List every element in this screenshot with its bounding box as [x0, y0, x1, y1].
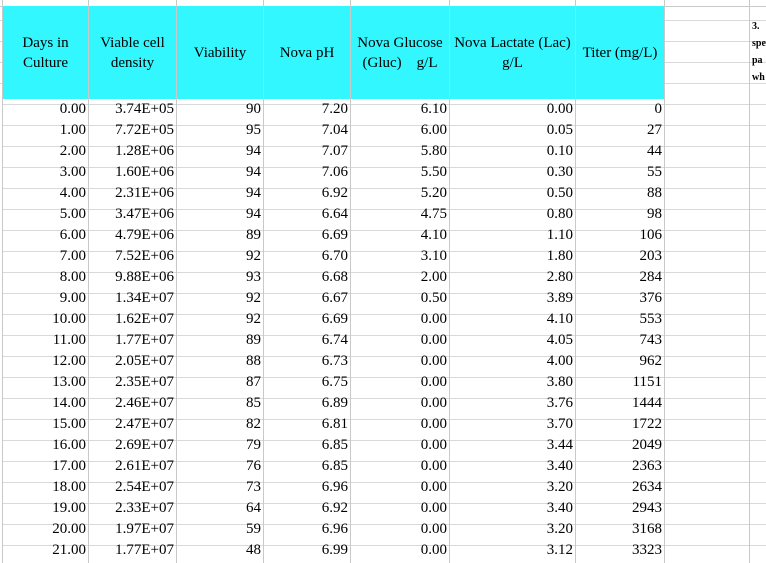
header-text: Viable cell [100, 34, 165, 51]
cell-titer[interactable]: 2943 [632, 500, 662, 516]
cell-nova-ph[interactable]: 6.69 [321, 311, 348, 327]
cell-viability[interactable]: 89 [246, 332, 261, 348]
header-days-in-culture [3, 6, 89, 99]
header-text: density [110, 54, 155, 71]
cell-viable-cell-density[interactable]: 2.69E+07 [115, 437, 174, 453]
cell-viability[interactable]: 94 [246, 185, 261, 201]
cell-viability[interactable]: 92 [246, 248, 261, 264]
table-row [0, 267, 766, 288]
cell-titer[interactable]: 27 [647, 122, 662, 138]
cell-nova-glucose[interactable]: 5.80 [420, 143, 447, 159]
cell-viable-cell-density[interactable]: 1.34E+07 [115, 290, 174, 306]
cell-nova-glucose[interactable]: 0.00 [420, 353, 447, 369]
cell-nova-glucose[interactable]: 0.50 [420, 290, 447, 306]
cell-viability[interactable]: 89 [246, 227, 261, 243]
cell-titer[interactable]: 743 [639, 332, 662, 348]
cell-nova-glucose[interactable]: 0.00 [420, 521, 447, 537]
table-row [0, 288, 766, 309]
header-nova-lactate [450, 6, 576, 99]
cell-titer[interactable]: 1444 [632, 395, 662, 411]
cell-nova-glucose[interactable]: 0.00 [420, 458, 447, 474]
cell-nova-lactate[interactable]: 0.10 [546, 143, 573, 159]
header-viable-cell-density [89, 6, 177, 99]
cell-viability[interactable]: 95 [246, 122, 261, 138]
header-nova-ph [264, 6, 351, 99]
cell-nova-ph[interactable]: 6.92 [321, 500, 348, 516]
cell-viable-cell-density[interactable]: 3.47E+06 [115, 206, 174, 222]
cell-titer[interactable]: 55 [647, 164, 662, 180]
cell-viability[interactable]: 94 [246, 164, 261, 180]
cell-viable-cell-density[interactable]: 2.35E+07 [115, 374, 174, 390]
cell-viability[interactable]: 76 [246, 458, 261, 474]
table-row [0, 246, 766, 267]
cell-viability[interactable]: 90 [246, 101, 261, 117]
cell-nova-lactate[interactable]: 3.76 [546, 395, 573, 411]
header-text: Nova Glucose [357, 34, 443, 51]
cell-days-in-culture[interactable]: 2.00 [59, 143, 86, 159]
cell-days-in-culture[interactable]: 18.00 [52, 479, 86, 495]
cell-nova-glucose[interactable]: 0.00 [420, 416, 447, 432]
cell-viable-cell-density[interactable]: 2.05E+07 [115, 353, 174, 369]
table-row [0, 456, 766, 477]
header-titer [576, 6, 665, 99]
cell-nova-lactate[interactable]: 3.20 [546, 521, 573, 537]
table-row [0, 351, 766, 372]
cell-nova-glucose[interactable]: 0.00 [420, 395, 447, 411]
cell-nova-ph[interactable]: 6.89 [321, 395, 348, 411]
cell-nova-ph[interactable]: 6.67 [321, 290, 348, 306]
table-row [0, 120, 766, 141]
cell-nova-glucose[interactable]: 2.00 [420, 269, 447, 285]
cell-titer[interactable]: 2363 [632, 458, 662, 474]
cell-nova-ph[interactable]: 7.06 [321, 164, 348, 180]
cell-nova-lactate[interactable]: 4.10 [546, 311, 573, 327]
cell-nova-lactate[interactable]: 2.80 [546, 269, 573, 285]
cell-viability[interactable]: 79 [246, 437, 261, 453]
cell-viability[interactable]: 94 [246, 206, 261, 222]
table-row [0, 162, 766, 183]
side-note-cropped [752, 18, 766, 86]
cell-nova-glucose[interactable]: 4.10 [420, 227, 447, 243]
cell-days-in-culture[interactable]: 16.00 [52, 437, 86, 453]
cell-nova-lactate[interactable]: 3.44 [546, 437, 573, 453]
cell-nova-ph[interactable]: 6.64 [321, 206, 348, 222]
table-row [0, 498, 766, 519]
side-note-line: spe [752, 38, 766, 49]
cell-nova-lactate[interactable]: 4.05 [546, 332, 573, 348]
header-text: Days in [22, 34, 69, 51]
cell-nova-lactate[interactable]: 1.10 [546, 227, 573, 243]
cell-days-in-culture[interactable]: 8.00 [59, 269, 86, 285]
cell-days-in-culture[interactable]: 11.00 [52, 332, 86, 348]
cell-nova-ph[interactable]: 7.20 [321, 101, 348, 117]
cell-nova-glucose[interactable]: 0.00 [420, 479, 447, 495]
table-row [0, 99, 766, 120]
cell-nova-glucose[interactable]: 0.00 [420, 437, 447, 453]
cell-nova-ph[interactable]: 6.70 [321, 248, 348, 264]
cell-days-in-culture[interactable]: 20.00 [52, 521, 86, 537]
cell-days-in-culture[interactable]: 9.00 [59, 290, 86, 306]
cell-titer[interactable]: 203 [639, 248, 662, 264]
cell-titer[interactable]: 3168 [632, 521, 662, 537]
cell-nova-glucose[interactable]: 0.00 [420, 374, 447, 390]
table-row [0, 225, 766, 246]
cell-viable-cell-density[interactable]: 1.97E+07 [115, 521, 174, 537]
cell-nova-glucose[interactable]: 3.10 [420, 248, 447, 264]
cell-days-in-culture[interactable]: 13.00 [52, 374, 86, 390]
cell-nova-glucose[interactable]: 0.00 [420, 542, 447, 558]
table-row [0, 540, 766, 561]
cell-days-in-culture[interactable]: 5.00 [59, 206, 86, 222]
cell-days-in-culture[interactable]: 0.00 [59, 101, 86, 117]
header-text: Nova Lactate (Lac) [454, 34, 571, 51]
cell-days-in-culture[interactable]: 15.00 [52, 416, 86, 432]
table-row [0, 414, 766, 435]
cell-titer[interactable]: 1722 [632, 416, 662, 432]
cell-nova-ph[interactable]: 6.74 [321, 332, 348, 348]
cell-nova-lactate[interactable]: 1.80 [546, 248, 573, 264]
cell-days-in-culture[interactable]: 17.00 [52, 458, 86, 474]
cell-nova-lactate[interactable]: 0.80 [546, 206, 573, 222]
cell-viable-cell-density[interactable]: 3.74E+05 [115, 101, 174, 117]
header-viability [177, 6, 264, 99]
header-text: Culture [23, 54, 68, 71]
table-row [0, 183, 766, 204]
cell-nova-glucose[interactable]: 4.75 [420, 206, 447, 222]
cell-nova-glucose[interactable]: 6.00 [420, 122, 447, 138]
cell-nova-lactate[interactable]: 3.40 [546, 500, 573, 516]
cell-viability[interactable]: 73 [246, 479, 261, 495]
cell-titer[interactable]: 44 [647, 143, 662, 159]
cell-viable-cell-density[interactable]: 1.28E+06 [115, 143, 174, 159]
cell-days-in-culture[interactable]: 12.00 [52, 353, 86, 369]
cell-viable-cell-density[interactable]: 1.60E+06 [115, 164, 174, 180]
cell-titer[interactable]: 0 [654, 101, 662, 117]
table-row [0, 393, 766, 414]
cell-viable-cell-density[interactable]: 2.47E+07 [115, 416, 174, 432]
cell-nova-ph[interactable]: 6.81 [321, 416, 348, 432]
cell-viability[interactable]: 87 [246, 374, 261, 390]
header-nova-glucose [351, 6, 450, 99]
cell-viable-cell-density[interactable]: 2.31E+06 [115, 185, 174, 201]
side-note-line: 3. [752, 21, 760, 32]
cell-nova-lactate[interactable]: 3.12 [546, 542, 573, 558]
cell-viable-cell-density[interactable]: 2.61E+07 [115, 458, 174, 474]
cell-nova-lactate[interactable]: 3.20 [546, 479, 573, 495]
cell-nova-ph[interactable]: 6.96 [321, 521, 348, 537]
cell-viable-cell-density[interactable]: 1.77E+07 [115, 542, 174, 558]
cell-nova-ph[interactable]: 6.75 [321, 374, 348, 390]
cell-days-in-culture[interactable]: 14.00 [52, 395, 86, 411]
cell-nova-ph[interactable]: 6.99 [321, 542, 348, 558]
cell-titer[interactable]: 1151 [632, 374, 662, 390]
cell-viable-cell-density[interactable]: 2.54E+07 [115, 479, 174, 495]
cell-nova-ph[interactable]: 6.96 [321, 479, 348, 495]
cell-titer[interactable]: 284 [639, 269, 662, 285]
cell-nova-ph[interactable]: 6.92 [321, 185, 348, 201]
cell-nova-lactate[interactable]: 3.40 [546, 458, 573, 474]
cell-nova-ph[interactable]: 6.69 [321, 227, 348, 243]
cell-nova-glucose[interactable]: 0.00 [420, 311, 447, 327]
cell-nova-ph[interactable]: 6.85 [321, 458, 348, 474]
cell-viability[interactable]: 94 [246, 143, 261, 159]
header-text: Nova pH [279, 44, 335, 61]
cell-titer[interactable]: 553 [639, 311, 662, 327]
cell-nova-glucose[interactable]: 0.00 [420, 332, 447, 348]
cell-viability[interactable]: 82 [246, 416, 261, 432]
cell-days-in-culture[interactable]: 3.00 [59, 164, 86, 180]
cell-viability[interactable]: 64 [246, 500, 261, 516]
header-text: Viability [193, 44, 247, 61]
cell-nova-glucose[interactable]: 5.50 [420, 164, 447, 180]
cell-nova-lactate[interactable]: 3.70 [546, 416, 573, 432]
cell-viable-cell-density[interactable]: 1.62E+07 [115, 311, 174, 327]
cell-nova-lactate[interactable]: 3.80 [546, 374, 573, 390]
table-row [0, 477, 766, 498]
cell-viable-cell-density[interactable]: 1.77E+07 [115, 332, 174, 348]
cell-nova-lactate[interactable]: 0.05 [546, 122, 573, 138]
cell-days-in-culture[interactable]: 10.00 [52, 311, 86, 327]
cell-titer[interactable]: 3323 [632, 542, 662, 558]
header-text: Titer (mg/L) [582, 44, 658, 61]
cell-viable-cell-density[interactable]: 2.46E+07 [115, 395, 174, 411]
cell-viability[interactable]: 88 [246, 353, 261, 369]
cell-days-in-culture[interactable]: 6.00 [59, 227, 86, 243]
cell-viable-cell-density[interactable]: 9.88E+06 [115, 269, 174, 285]
cell-viable-cell-density[interactable]: 7.52E+06 [115, 248, 174, 264]
cell-nova-glucose[interactable]: 0.00 [420, 500, 447, 516]
cell-titer[interactable]: 2049 [632, 437, 662, 453]
table-row [0, 141, 766, 162]
cell-viable-cell-density[interactable]: 4.79E+06 [115, 227, 174, 243]
cell-nova-lactate[interactable]: 0.50 [546, 185, 573, 201]
cell-nova-ph[interactable]: 7.07 [321, 143, 348, 159]
cell-days-in-culture[interactable]: 19.00 [52, 500, 86, 516]
cell-titer[interactable]: 2634 [632, 479, 662, 495]
table-row [0, 519, 766, 540]
side-note-line: wh [752, 72, 765, 83]
cell-nova-lactate[interactable]: 3.89 [546, 290, 573, 306]
cell-viability[interactable]: 85 [246, 395, 261, 411]
cell-nova-lactate[interactable]: 4.00 [546, 353, 573, 369]
cell-days-in-culture[interactable]: 21.00 [52, 542, 86, 558]
cell-viability[interactable]: 92 [246, 311, 261, 327]
table-row [0, 204, 766, 225]
cell-titer[interactable]: 106 [639, 227, 662, 243]
header-text: (Gluc) g/L [362, 54, 438, 71]
cell-titer[interactable]: 88 [647, 185, 662, 201]
cell-nova-ph[interactable]: 6.85 [321, 437, 348, 453]
cell-titer[interactable]: 962 [639, 353, 662, 369]
table-row [0, 330, 766, 351]
cell-viable-cell-density[interactable]: 2.33E+07 [115, 500, 174, 516]
table-row [0, 435, 766, 456]
cell-viability[interactable]: 93 [246, 269, 261, 285]
table-row [0, 372, 766, 393]
cell-viability[interactable]: 59 [246, 521, 261, 537]
cell-viability[interactable]: 48 [246, 542, 261, 558]
cell-days-in-culture[interactable]: 4.00 [59, 185, 86, 201]
side-note-line: pa [752, 55, 763, 66]
header-text: g/L [502, 54, 523, 71]
cell-nova-ph[interactable]: 6.73 [321, 353, 348, 369]
cell-nova-lactate[interactable]: 0.30 [546, 164, 573, 180]
cell-nova-glucose[interactable]: 6.10 [420, 101, 447, 117]
cell-days-in-culture[interactable]: 1.00 [59, 122, 86, 138]
table-row [0, 309, 766, 330]
cell-titer[interactable]: 98 [647, 206, 662, 222]
cell-viable-cell-density[interactable]: 7.72E+05 [115, 122, 174, 138]
cell-nova-lactate[interactable]: 0.00 [546, 101, 573, 117]
cell-titer[interactable]: 376 [639, 290, 662, 306]
cell-nova-ph[interactable]: 7.04 [321, 122, 348, 138]
cell-days-in-culture[interactable]: 7.00 [59, 248, 86, 264]
cell-nova-ph[interactable]: 6.68 [321, 269, 348, 285]
cell-nova-glucose[interactable]: 5.20 [420, 185, 447, 201]
cell-viability[interactable]: 92 [246, 290, 261, 306]
